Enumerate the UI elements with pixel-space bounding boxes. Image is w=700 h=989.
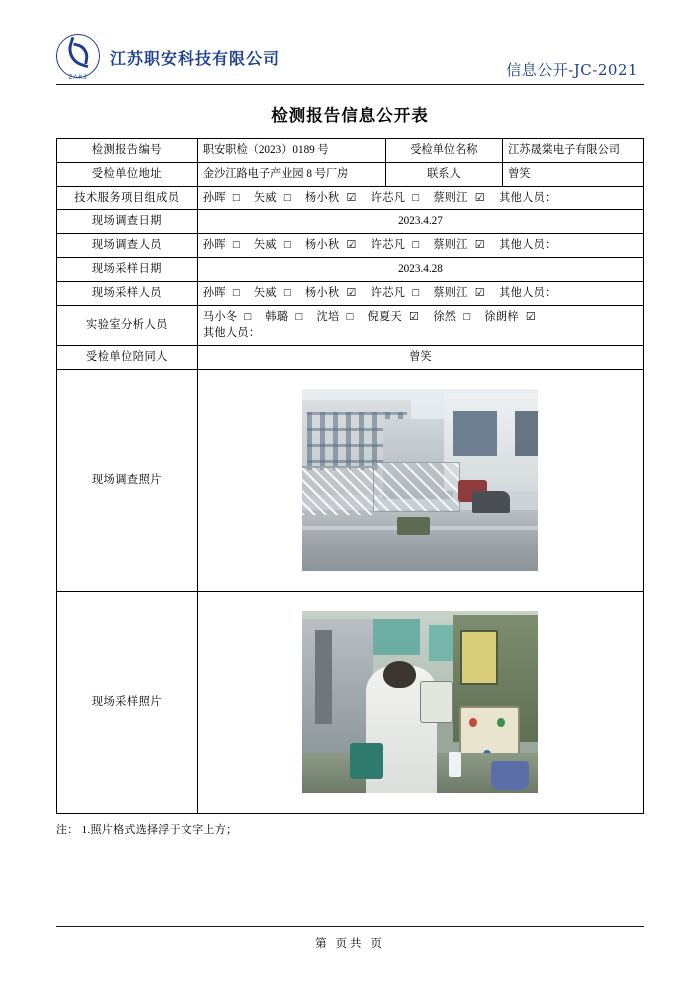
checkbox-2[interactable]: ☑ xyxy=(346,286,357,299)
accompany-label: 受检单位陪同人 xyxy=(57,346,198,370)
contact-label: 联系人 xyxy=(385,162,502,186)
member-3: 许芯凡 □ xyxy=(370,191,420,204)
page-footer xyxy=(56,926,644,951)
lab-member-1: 韩璐 □ xyxy=(265,310,303,323)
client-label: 受检单位名称 xyxy=(385,139,502,163)
page-header xyxy=(56,28,644,85)
sampling-date-value: 2023.4.28 xyxy=(197,257,643,281)
lab-member-5: 徐朗梓 ☑ xyxy=(484,310,537,323)
table-row-photo-sampling xyxy=(57,591,644,813)
checkbox-0[interactable]: □ xyxy=(244,310,252,323)
team-other-label: 其他人员： xyxy=(499,191,557,204)
checkbox-1[interactable]: □ xyxy=(283,191,291,204)
member-1: 矢威 □ xyxy=(253,191,291,204)
table-row xyxy=(57,186,644,210)
checkbox-4[interactable]: ☑ xyxy=(474,239,486,252)
survey-member-0: 孙晖 □ xyxy=(202,239,240,252)
table-row xyxy=(57,346,644,370)
document-code: 信息公开-JC-2021 xyxy=(506,61,638,79)
survey-member-4: 蔡则江 ☑ xyxy=(433,239,486,252)
checkbox-3[interactable]: □ xyxy=(412,239,420,252)
page-title: 检测报告信息公开表 xyxy=(271,106,429,125)
sampling-member-3: 许芯凡 □ xyxy=(370,286,420,299)
report-no-label: 检测报告编号 xyxy=(57,139,198,163)
table-row xyxy=(57,281,644,305)
table-row xyxy=(57,162,644,186)
footnote: 注： 1.照片格式选择浮于文字上方； xyxy=(56,823,238,836)
photo-survey-label: 现场调查照片 xyxy=(57,369,198,591)
sampling-member-1: 矢威 □ xyxy=(253,286,291,299)
sampling-member-2: 杨小秋 ☑ xyxy=(304,286,357,299)
survey-other-label: 其他人员： xyxy=(499,239,557,252)
sampling-member-4: 蔡则江 ☑ xyxy=(433,286,486,299)
checkbox-3[interactable]: □ xyxy=(412,286,420,299)
lab-member-4: 徐然 □ xyxy=(433,310,471,323)
report-info-table xyxy=(56,138,644,814)
sampling-date-label: 现场采样日期 xyxy=(57,257,198,281)
client-value: 江苏晟棠电子有限公司 xyxy=(503,139,644,163)
survey-photo-image xyxy=(302,389,538,571)
sampling-photo-image xyxy=(302,611,538,793)
photo-survey-cell xyxy=(197,369,643,591)
survey-staff xyxy=(197,234,643,258)
checkbox-4[interactable]: ☑ xyxy=(474,286,486,299)
member-0: 孙晖 □ xyxy=(202,191,240,204)
table-row xyxy=(57,234,644,258)
report-no-value: 职安职检（2023）0189 号 xyxy=(197,139,385,163)
survey-date-value: 2023.4.27 xyxy=(197,210,643,234)
checkbox-2[interactable]: □ xyxy=(346,310,354,323)
photo-sampling-cell xyxy=(197,591,643,813)
table-row-photo-survey xyxy=(57,369,644,591)
page-number: 第 页共 页 xyxy=(315,938,385,950)
checkbox-1[interactable]: □ xyxy=(295,310,303,323)
header-left xyxy=(56,34,280,80)
checkbox-0[interactable]: □ xyxy=(232,286,240,299)
lab-staff xyxy=(197,305,643,346)
photo-sampling-label: 现场采样照片 xyxy=(57,591,198,813)
sampling-staff xyxy=(197,281,643,305)
checkbox-0[interactable]: □ xyxy=(232,191,240,204)
sampling-staff-label: 现场采样人员 xyxy=(57,281,198,305)
logo-text: ZAKJ xyxy=(68,75,88,81)
table-row xyxy=(57,305,644,346)
lab-member-0: 马小冬 □ xyxy=(202,310,252,323)
survey-member-3: 许芯凡 □ xyxy=(370,239,420,252)
checkbox-2[interactable]: ☑ xyxy=(346,191,357,204)
contact-value: 曾笑 xyxy=(503,162,644,186)
checkbox-1[interactable]: □ xyxy=(283,286,291,299)
table-row xyxy=(57,139,644,163)
survey-member-1: 矢威 □ xyxy=(253,239,291,252)
lab-staff-line xyxy=(203,309,638,326)
lab-staff-label: 实验室分析人员 xyxy=(57,305,198,346)
checkbox-1[interactable]: □ xyxy=(283,239,291,252)
member-4: 蔡则江 ☑ xyxy=(433,191,486,204)
checkbox-2[interactable]: ☑ xyxy=(346,239,357,252)
survey-date-label: 现场调查日期 xyxy=(57,210,198,234)
sampling-member-0: 孙晖 □ xyxy=(202,286,240,299)
table-row xyxy=(57,257,644,281)
accompany-value: 曾笑 xyxy=(197,346,643,370)
survey-member-2: 杨小秋 ☑ xyxy=(304,239,357,252)
table-row xyxy=(57,210,644,234)
member-2: 杨小秋 ☑ xyxy=(304,191,357,204)
company-name: 江苏职安科技有限公司 xyxy=(110,48,281,68)
checkbox-5[interactable]: ☑ xyxy=(525,310,537,323)
lab-member-2: 沈培 □ xyxy=(316,310,354,323)
survey-staff-label: 现场调查人员 xyxy=(57,234,198,258)
address-label: 受检单位地址 xyxy=(57,162,198,186)
address-value: 金沙江路电子产业园 8 号厂房 xyxy=(197,162,385,186)
sampling-other-label: 其他人员： xyxy=(499,286,557,299)
company-logo-icon xyxy=(56,34,102,80)
lab-member-3: 倪夏天 ☑ xyxy=(367,310,420,323)
checkbox-3[interactable]: ☑ xyxy=(408,310,420,323)
checkbox-4[interactable]: □ xyxy=(463,310,471,323)
team-members xyxy=(197,186,643,210)
footer-divider xyxy=(56,926,644,927)
team-label: 技术服务项目组成员 xyxy=(57,186,198,210)
checkbox-4[interactable]: ☑ xyxy=(474,191,486,204)
checkbox-3[interactable]: □ xyxy=(412,191,420,204)
checkbox-0[interactable]: □ xyxy=(232,239,240,252)
lab-other-label: 其他人员： xyxy=(202,327,261,340)
